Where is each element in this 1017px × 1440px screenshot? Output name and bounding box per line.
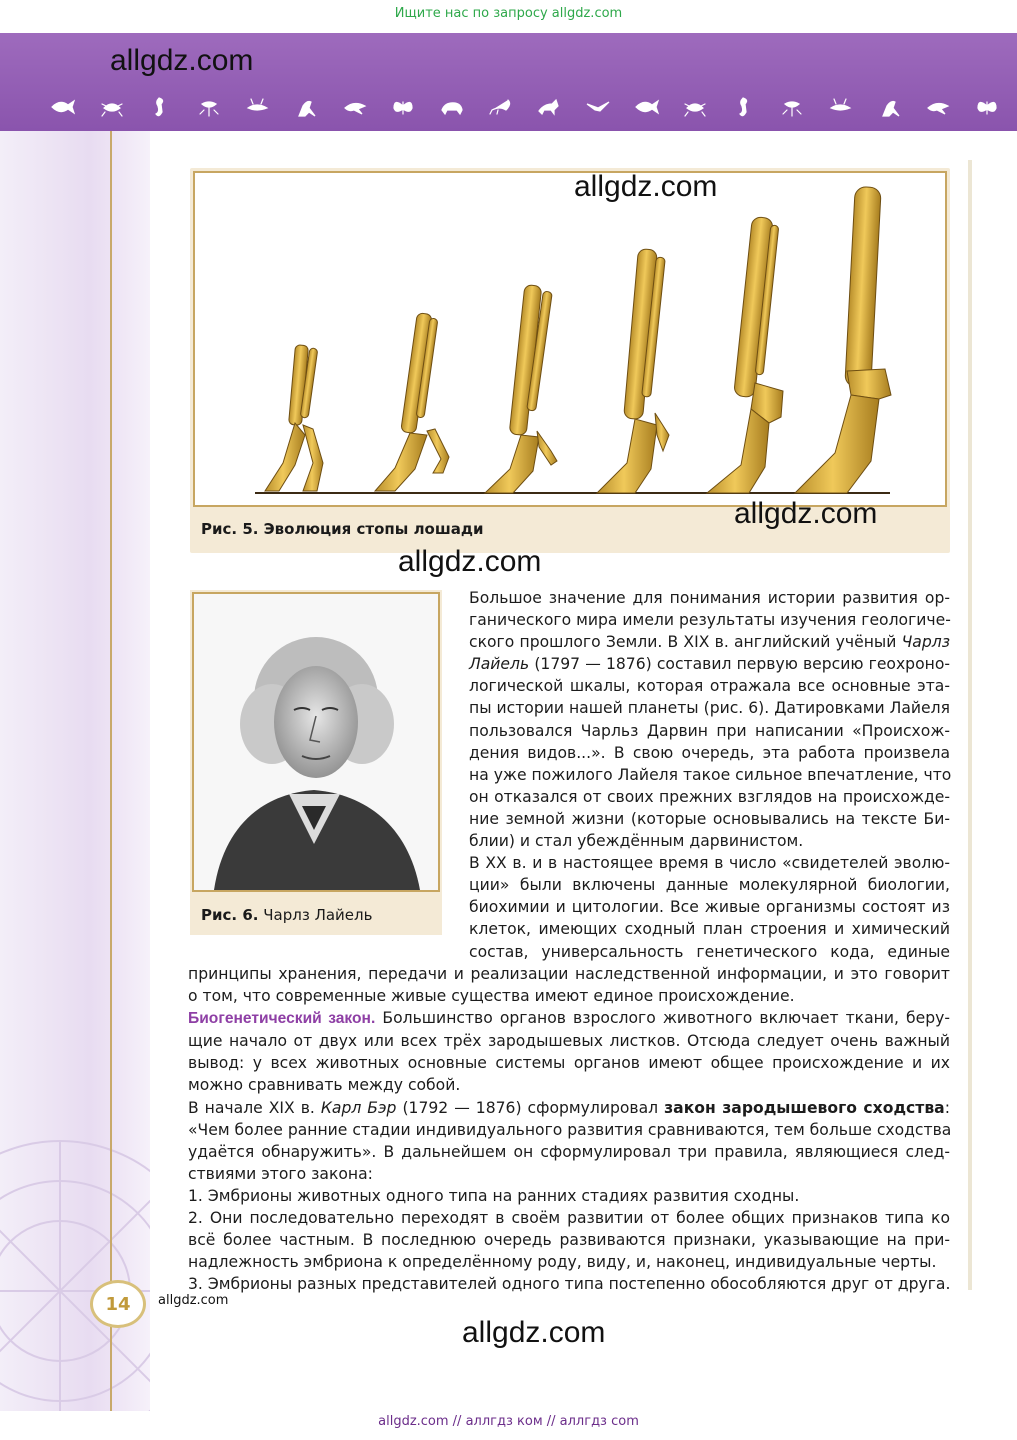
text-line: пы истории нашей планеты (рис. 6). Датировками Лайеля xyxy=(469,699,950,718)
butterfly-icon xyxy=(390,96,416,118)
rule-2: 2. Они последовательно переходят в своём развитии от более общих признаков типа ко xyxy=(188,1209,950,1228)
rule-1: 1. Эмбрионы животных одного типа на ранних стадиях развития сходны. xyxy=(188,1186,800,1205)
text-line: пользовался Чарльз Дарвин при написании «Происхож- xyxy=(469,721,950,740)
text-line: состав, универсальность генетического кода, единые xyxy=(469,942,950,961)
text-line: щие начало от двух или всех трёх зародышевых листков. Отсюда следует очень важный xyxy=(188,1032,950,1051)
text-line: ции» были включены данные молекулярной биологии, xyxy=(469,876,950,895)
law-name: закон зародышевого сходства xyxy=(664,1098,945,1117)
text-line: всё более частным. В последнюю очередь развиваются признаки, указывающие на при- xyxy=(188,1231,950,1250)
seahorse-icon xyxy=(731,96,757,118)
seahorse-icon xyxy=(147,96,173,118)
text-line: на уже пожилого Лайеля такое сильное впечатление, что xyxy=(469,765,952,784)
text-line: блии) и стал убеждённым дарвинистом. xyxy=(469,832,804,851)
bear-icon xyxy=(439,96,465,118)
rule-3: 3. Эмбрионы разных представителей одного типа постепенно обособляются друг от друга. xyxy=(188,1275,951,1294)
bottom-watermark: allgdz.com xyxy=(462,1316,606,1349)
figure-caption-watermark: allgdz.com xyxy=(734,497,878,530)
text-line: он отказался от своих прежних взглядов на происхожде- xyxy=(469,787,950,806)
wasp-icon xyxy=(245,96,271,118)
kangaroo-icon xyxy=(293,96,319,118)
footer-links: allgdz.com // аллгдз ком // аллгдз com xyxy=(378,1414,639,1429)
figure-6-caption xyxy=(201,906,372,924)
text-line: о том, что современные живые существа имеют единое происхождение. xyxy=(188,987,795,1006)
page-number: 14 xyxy=(90,1280,146,1328)
fish-icon xyxy=(634,96,660,118)
scorpion-icon xyxy=(488,96,514,118)
bird-icon xyxy=(342,96,368,118)
crab-icon xyxy=(682,96,708,118)
figure-5-caption: Рис. 5. Эволюция стопы лошади xyxy=(201,520,484,538)
fly-icon xyxy=(779,96,805,118)
paragraph-lyell xyxy=(469,587,950,963)
text-line xyxy=(469,631,950,653)
text-fragment: (1792 — 1876) сформулировал xyxy=(402,1098,659,1117)
text-fragment: Большинство органов взрослого животного включает ткани, беру- xyxy=(382,1009,950,1028)
page-watermark: allgdz.com xyxy=(158,1293,229,1308)
text-line: можно сравнивать между собой. xyxy=(188,1076,461,1095)
name-italic: Лайель xyxy=(469,655,530,674)
under-figure-watermark: allgdz.com xyxy=(398,545,542,578)
name-italic: Карл Бэр xyxy=(320,1098,397,1117)
text-fragment: (1797 — 1876) составил первую версию геохроно- xyxy=(534,655,950,674)
figure-6-text: Чарлз Лайель xyxy=(263,906,373,924)
wasp-icon xyxy=(828,96,854,118)
text-line: ние земной жизни (которые основывались на тексте Би- xyxy=(469,809,950,828)
text-line xyxy=(188,1097,950,1119)
fly-icon xyxy=(196,96,222,118)
text-line: дения видов...». В свою очередь, эта работа произвела xyxy=(469,743,950,762)
header-watermark: allgdz.com xyxy=(110,44,254,77)
kangaroo-icon xyxy=(877,96,903,118)
left-decoration xyxy=(0,131,150,1411)
text-line xyxy=(469,653,950,675)
horse-foot-illustration xyxy=(193,171,947,507)
text-line: логической шкалы, которая отражала все основные эта- xyxy=(469,677,950,696)
text-line: удаётся обнаружить». В дальнейшем он сформулировал три правила, являющиеся след- xyxy=(188,1142,950,1161)
section-heading: Биогенетический закон. xyxy=(188,1010,376,1028)
paragraph-full-width xyxy=(188,963,950,1295)
figure-6-label: Рис. 6. xyxy=(201,906,259,924)
butterfly-icon xyxy=(974,96,1000,118)
text-line: ствиями этого закона: xyxy=(188,1164,373,1183)
margin-line xyxy=(110,131,112,1411)
lyell-portrait xyxy=(192,592,440,892)
name-italic: Чарлз xyxy=(901,633,950,652)
figure-watermark: allgdz.com xyxy=(574,170,718,203)
figure-6 xyxy=(190,590,442,935)
pterosaur-icon xyxy=(585,96,611,118)
text-line: вывод: у всех животных основные системы органов имеют общее происхождение и их xyxy=(188,1054,950,1073)
bird-icon xyxy=(925,96,951,118)
figure-5 xyxy=(190,168,950,553)
text-line: В XX в. и в настоящее время в число «свидетелей эволю- xyxy=(469,854,950,873)
text-line: Большое значение для понимания истории развития ор- xyxy=(469,589,950,607)
fish-icon xyxy=(50,96,76,118)
text-line: биохимии и цитологии. Все живые организмы состоят из xyxy=(469,898,950,917)
text-line: принципы хранения, передачи и реализации наследственной информации, и это говорит xyxy=(188,965,950,983)
text-line: надлежность эмбриона к определённому роду, виду, и, наконец, индивидуальные черты. xyxy=(188,1253,937,1272)
top-search-note: Ищите нас по запросу allgdz.com xyxy=(394,6,623,21)
text-fragment: В начале XIX в. xyxy=(188,1098,315,1117)
wolf-icon xyxy=(536,96,562,118)
text-line xyxy=(188,1007,950,1030)
crab-icon xyxy=(99,96,125,118)
text-line: ганического мира имели результаты изучения геологиче- xyxy=(469,611,951,630)
text-line: клеток, имеющих сходный план строения и химический xyxy=(469,920,950,939)
page-edge xyxy=(968,160,972,1290)
text-line: «Чем более ранние стадии индивидуального развития сравниваются, тем больше сходства xyxy=(188,1120,952,1139)
animal-icons-strip xyxy=(50,93,1000,121)
text-fragment: ского прошлого Земли. В XIX в. английский учёный xyxy=(469,633,897,652)
text-fragment: : xyxy=(944,1098,950,1117)
